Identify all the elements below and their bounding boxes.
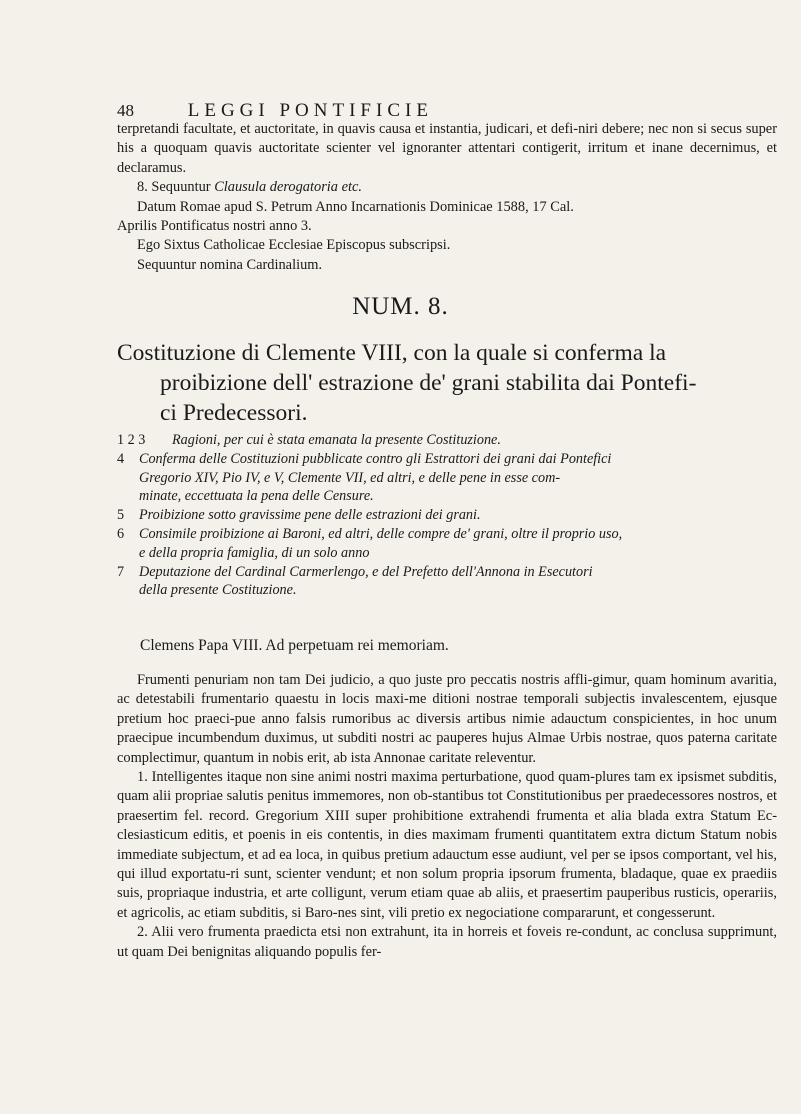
section-number: NUM. 8. bbox=[352, 293, 449, 320]
clause-italic: Clausula derogatoria etc. bbox=[214, 179, 362, 196]
summary-number: 4 bbox=[117, 450, 125, 467]
summary-item bbox=[117, 431, 777, 450]
title-line-2: proibizione dell' estrazione de' grani stabilita dai Pontefi- bbox=[160, 370, 697, 396]
clause-number: 8. bbox=[137, 179, 148, 196]
summary-number: 6 bbox=[117, 525, 125, 542]
running-head bbox=[117, 100, 777, 122]
summary-text: Ragioni, per cui è stata emanata la presente Costituzione. bbox=[172, 432, 501, 448]
summary-text: della presente Costituzione. bbox=[139, 582, 297, 599]
summary-number: 1 2 3 bbox=[117, 432, 146, 448]
summary-item bbox=[117, 563, 777, 601]
summary-text: Consimile proibizione ai Baroni, ed altri, delle compre de' grani, oltre il proprio uso, bbox=[139, 525, 623, 542]
page-number: 48 bbox=[117, 101, 134, 120]
top-text-block bbox=[117, 120, 777, 275]
summary-list bbox=[117, 431, 777, 600]
clemens-heading: Clemens Papa VIII. Ad perpetuam rei memoriam. bbox=[140, 637, 449, 654]
paragraph-continuation: terpretandi facultate, et auctoritate, in quavis causa et instantia, judicari, et defi-niri debere; nec non si secus super his a quoquam quavis auctoritate scienter vel ignoranter attentari contigerit, irritum et inane decernimus, et declaramus. bbox=[117, 121, 777, 176]
title-line-3: ci Predecessori. bbox=[160, 400, 308, 426]
summary-text: e della propria famiglia, di un solo anno bbox=[139, 544, 370, 561]
body-paragraph: Frumenti penuriam non tam Dei judicio, a quo juste pro peccatis nostris affli-gimur, quam hominum avaritia, ac detestabili frumentario quaestu in locis maxi-me ditioni nostrae temporali subjectis invalescentem, ejusque pretium hoc praeci-pue anno falsis rumoribus ac diversis artibus nimie adauctum conspicientes, in hoc unum praecipue incumbendum duximus, ut subditi nostri ac pauperes hujus Almae Urbis nostrae, quos paterna caritate complectimur, quantum in nobis erit, ab ista Annonae caritate releventur. bbox=[117, 672, 777, 766]
title-line-1: Costituzione di Clemente VIII, con la quale si conferma la bbox=[117, 340, 667, 366]
body-paragraph: 2. Alii vero frumenta praedicta etsi non extrahunt, ita in horreis et foveis re-condunt, ac conclusa supprimunt, ut quam Dei benignitas aliquando populis fer- bbox=[117, 924, 777, 960]
cardinals-line: Sequuntur nomina Cardinalium. bbox=[137, 256, 323, 273]
section-title bbox=[117, 338, 777, 428]
summary-number: 7 bbox=[117, 563, 125, 580]
main-text bbox=[117, 671, 777, 962]
summary-item bbox=[117, 506, 777, 525]
summary-text: Conferma delle Costituzioni pubblicate contro gli Estrattori dei grani dai Pontefici bbox=[139, 450, 612, 467]
summary-text: Gregorio XIV, Pio IV, e V, Clemente VII, ed altri, e delle pene in esse com- bbox=[139, 469, 561, 486]
clause-text: Sequuntur bbox=[151, 179, 211, 196]
summary-item bbox=[117, 525, 777, 563]
datum-line-2: Aprilis Pontificatus nostri anno 3. bbox=[117, 218, 312, 235]
signature-line: Ego Sixtus Catholicae Ecclesiae Episcopus subscripsi. bbox=[137, 237, 451, 254]
running-title: LEGGI PONTIFICIE bbox=[187, 100, 433, 121]
summary-item bbox=[117, 450, 777, 506]
summary-text: minate, eccettuata la pena delle Censure. bbox=[139, 488, 374, 505]
datum-line: Datum Romae apud S. Petrum Anno Incarnationis Dominicae 1588, 17 Cal. bbox=[137, 198, 574, 215]
summary-number: 5 bbox=[117, 507, 125, 524]
summary-text: Deputazione del Cardinal Carmerlengo, e del Prefetto dell'Annona in Esecutori bbox=[139, 563, 593, 580]
clause-line bbox=[117, 178, 777, 197]
summary-text: Proibizione sotto gravissime pene delle estrazioni dei grani. bbox=[139, 507, 481, 524]
body-paragraph: 1. Intelligentes itaque non sine animi nostri maxima perturbatione, quod quam-plures tam ex ipsismet subditis, quam alii propriae salutis penitus immemores, non ob-stantibus tot Constitutionibus per praedecessores nostros, et praesertim fel. record. Gregorium XIII super prohibitione extrahendi frumenta et alia blada extra Statum Ec-clesiasticum editis, et poenis in eis contentis, in dies maximam frumenti quantitatem extra dictum Statum nobis immediate subjectum, et ad ea loca, in quibus pretium adauctum esse audiunt, vel per se ipsos comportant, vel his, qui illud exportatu-ri sunt, scienter vendunt; et non solum propria ipsorum frumenta, bladaque, quae ex praediis suis, propriaque industria, et arte colligunt, verum etiam quae ab aliis, et praesertim pauperibus rusticis, operariis, et agricolis, ac etiam subditis, si Baro-nes sint, vili pretio ex negociatione compararunt, et congesserunt. bbox=[117, 769, 777, 921]
